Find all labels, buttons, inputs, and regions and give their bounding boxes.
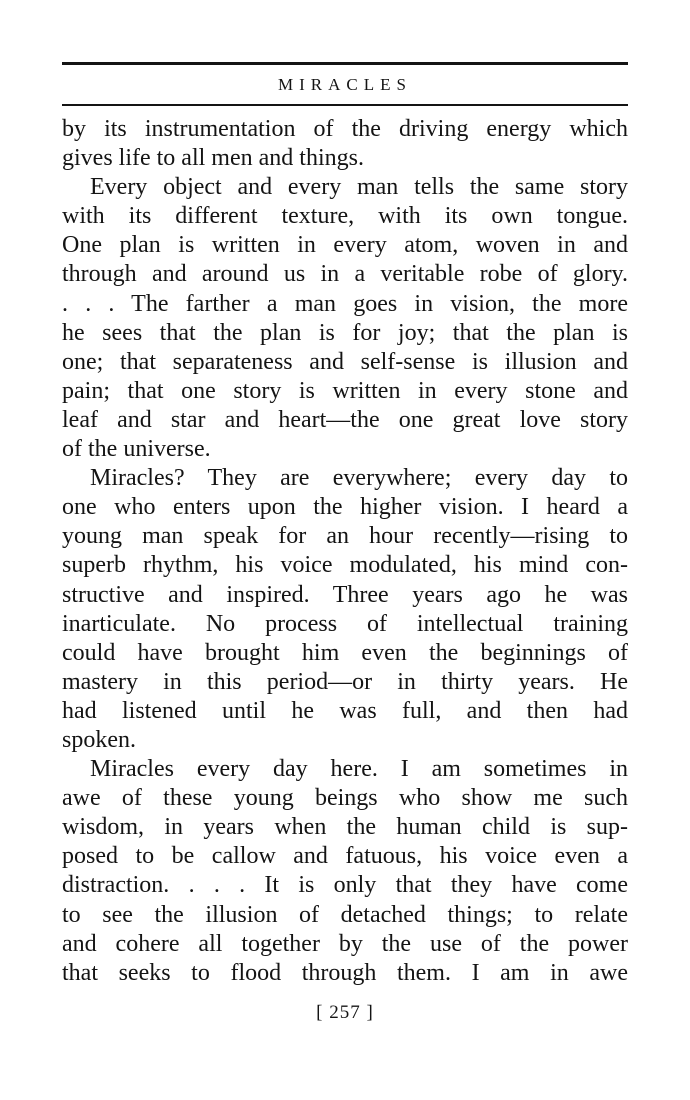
text-line: distraction. . . . It is only that they have come — [62, 872, 628, 899]
body-text — [62, 115, 628, 988]
text-line: awe of these young beings who show me such — [62, 785, 628, 812]
text-line: had listened until he was full, and then had — [62, 697, 628, 724]
text-line: leaf and star and heart—the one great love story — [62, 406, 628, 433]
paragraph-first-line: Miracles? They are everywhere; every day to — [90, 465, 628, 492]
text-line: wisdom, in years when the human child is sup- — [62, 814, 628, 841]
paragraph-first-line: Every object and every man tells the same story — [90, 174, 628, 201]
text-line: young man speak for an hour recently—rising to — [62, 523, 628, 550]
text-line: spoken. — [62, 726, 136, 753]
text-line: with its different texture, with its own tongue. — [62, 203, 628, 230]
text-line: inarticulate. No process of intellectual training — [62, 610, 628, 637]
text-line: that seeks to flood through them. I am in awe — [62, 959, 628, 986]
text-line: pain; that one story is written in every stone and — [62, 377, 628, 404]
text-line: one; that separateness and self-sense is illusion and — [62, 348, 628, 375]
text-line: superb rhythm, his voice modulated, his mind con- — [62, 552, 628, 579]
text-line: posed to be callow and fatuous, his voice even a — [62, 843, 628, 870]
header-rule-bottom — [62, 104, 628, 106]
text-line: structive and inspired. Three years ago he was — [62, 581, 628, 608]
paragraph-first-line: Miracles every day here. I am sometimes in — [90, 756, 628, 783]
page-number: [ 257 ] — [316, 1002, 374, 1023]
text-line: mastery in this period—or in thirty years. He — [62, 668, 628, 695]
text-line: . . . The farther a man goes in vision, the more — [62, 290, 628, 317]
header-rule-top — [62, 62, 628, 65]
text-line: by its instrumentation of the driving energy which — [62, 116, 628, 142]
text-line: of the universe. — [62, 436, 211, 463]
text-line: one who enters upon the higher vision. I heard a — [62, 494, 628, 521]
text-line: through and around us in a veritable robe of glory. — [62, 261, 628, 288]
text-line: could have brought him even the beginnings of — [62, 639, 628, 666]
text-line: and cohere all together by the use of the power — [62, 930, 628, 957]
text-line: One plan is written in every atom, woven in and — [62, 232, 628, 259]
text-line: gives life to all men and things. — [62, 145, 364, 172]
text-line: to see the illusion of detached things; to relate — [62, 901, 628, 928]
text-line: he sees that the plan is for joy; that the plan is — [62, 319, 628, 346]
running-head: MIRACLES — [278, 75, 412, 94]
